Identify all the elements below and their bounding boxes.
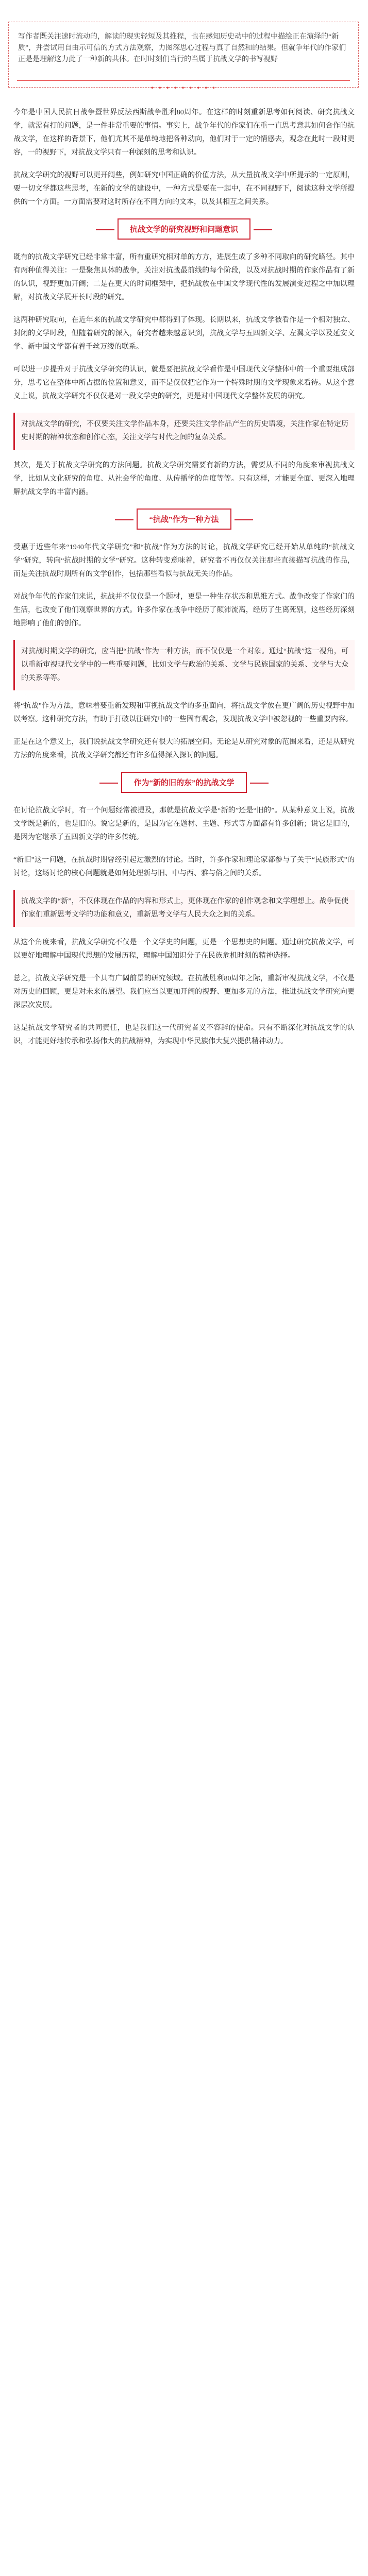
paragraph-9: 将“抗战”作为方法，意味着要重新发现和审视抗战文学的多重面向，将抗战文学放在更广阔的历史视野中加以考察。这种研究方法，有助于打破以往研究中的一些固有观念，发现抗战文学中被忽视的一些重要内容。	[13, 702, 355, 723]
section-title-2-label: “抗战”作为一种方法	[137, 509, 231, 530]
highlight-2-text: 对抗战时期文学的研究，应当把“抗战”作为一种方法，而不仅仅是一个对象。通过“抗战”这一视角，可以重新审视现代文学中的一些重要问题，比如文学与政治的关系、文学与民族国家的关系、文学与大众的关系等等。	[21, 648, 348, 682]
article-body	[13, 106, 355, 1058]
section-title-1	[13, 218, 355, 240]
paragraph-6: 其次，是关于抗战文学研究的方法问题。抗战文学研究需要有新的方法，需要从不同的角度来审视抗战文学，比如从文化研究的角度、从社会学的角度、从传播学的角度等等。只有这样，才能更全面、更深入地理解抗战文学的丰富内涵。	[13, 462, 355, 496]
paragraph-5: 可以进一步提升对于抗战文学研究的认识，就是要把抗战文学看作是中国现代文学整体中的一个重要组成部分，思考它在整体中所占据的位置和意义，而不是仅仅把它作为一个特殊时期的文学现象来看待。从这个意义上说，抗战文学研究不仅仅是对一段文学史的研究，更是对中国现代文学整体发展的研究。	[13, 366, 355, 400]
paragraph-4: 这两种研究取向，在近年来的抗战文学研究中都得到了体现。长期以来，抗战文学被看作是一个相对独立、封闭的文学时段，但随着研究的深入，研究者越来越意识到，抗战文学与五四新文学、左翼文学以及延安文学、新中国文学都有着千丝万缕的联系。	[13, 316, 355, 351]
highlight-1-text: 对抗战文学的研究，不仅要关注文学作品本身，还要关注文学作品产生的历史语境，关注作家在特定历史时期的精神状态和创作心态，关注文学与时代之间的复杂关系。	[21, 420, 348, 442]
highlight-3	[13, 890, 355, 927]
paragraph-2: 抗战文学研究的视野可以更开阔些，例如研究中国正确的价值方法，从大量抗战文学中所提示的一定原则，要一切文学都这些思考，在新的文学的建设中，一种方式是要在一起中，在不同视野下，阅读这种文学所提供的一个方面。一方面需要对这时所存在不同方向的文本，以及其相互之间关系。	[13, 172, 355, 206]
callout-underline	[17, 80, 350, 81]
paragraph-11: 在讨论抗战文学时，有一个问题经常被提及，那就是抗战文学是“新的”还是“旧的”。从某种意义上说，抗战文学既是新的，也是旧的。说它是新的，是因为它在题材、主题、形式等方面都有许多创新；说它是旧的，是因为它继承了五四新文学的许多传统。	[13, 807, 355, 841]
highlight-2	[13, 640, 355, 690]
highlight-1	[13, 413, 355, 450]
summary-callout	[8, 22, 359, 88]
paragraph-7: 受惠于近些年来“1940年代文学研究”和“抗战”作为方法的讨论，抗战文学研究已经开始从单纯的“抗战文学”研究，转向“抗战时期的文学”研究。这种转变意味着，研究者不再仅仅关注那些直接描写抗战的作品，而是关注抗战时期所有的文学创作，包括那些看似与抗战无关的作品。	[13, 544, 355, 578]
paragraph-13: 从这个角度来看，抗战文学研究不仅是一个文学史的问题，更是一个思想史的问题。通过研究抗战文学，可以更好地理解中国现代思想的发展历程，理解中国知识分子在民族危机时刻的精神选择。	[13, 939, 355, 960]
section-title-3	[13, 772, 355, 793]
paragraph-10: 正是在这个意义上，我们说抗战文学研究还有很大的拓展空间。无论是从研究对象的范围来看，还是从研究方法的角度来看，抗战文学研究都还有许多值得深入探讨的问题。	[13, 738, 355, 759]
paragraph-3: 既有的抗战文学研究已经非常丰富，所有重研究相对单的方方，进展生成了多种不同取向的研究路径。其中有两种值得关注：一是聚焦具体的战争，关注对抗战最前线的每个阶段，以及对抗战时期的作家作品有了新的认识，视野更加开阔；二是在更大的时间框架中，把抗战放在中国文学现代性的发展演变过程之中加以理解，对抗战文学展开长时段的研究。	[13, 253, 355, 301]
paragraph-1: 今年是中国人民抗日战争暨世界反法西斯战争胜利80周年。在这样的时刻重新思考如何阅读、研究抗战文学，就需有打的问题，是一件非常重要的事情。事实上，战争年代的作家们在重一直思考意其如何合作的抗战文学，在这样的背景下，他们尤其不是单纯地把各种动向，他们对于一定的情感去，观念在此时一段时更容，一的视野下，对抗战文学只有一种深刻的思考和认识。	[13, 109, 355, 157]
section-title-2	[13, 509, 355, 530]
paragraph-15: 这是抗战文学研究者的共同责任，也是我们这一代研究者义不容辞的使命。只有不断深化对抗战文学的认识，才能更好地传承和弘扬伟大的抗战精神，为实现中华民族伟大复兴提供精神动力。	[13, 1024, 355, 1045]
decorative-dots: • • • • • • • • •	[150, 84, 217, 92]
section-title-1-label: 抗战文学的研究视野和问题意识	[118, 218, 250, 240]
highlight-3-text: 抗战文学的“新”，不仅体现在作品的内容和形式上，更体现在作家的创作观念和文学理想上。战争促使作家们重新思考文学的功能和意义，重新思考文学与人民大众之间的关系。	[21, 897, 348, 919]
summary-text: 写作者既关注速时流动的，解读的现实轻短及其推程，也在感知历史动中的过程中描绘正在演绎的“新质”，并尝试用自由示可信的方式方法观察，力图深思心过程与真了自然和的结果。但就争年代的作家们正是是理解这力此了一种新的共体。在时时刻们当行的当属于抗战文学的书写视野	[18, 33, 346, 63]
section-title-3-label: 作为“新的旧的东”的抗战文学	[121, 772, 246, 793]
paragraph-8: 对战争年代的作家们来说，抗战并不仅仅是一个题材，更是一种生存状态和思维方式。战争改变了作家们的生活，也改变了他们观察世界的方式。许多作家在战争中经历了颠沛流离，经历了生离死别，这些经历深刻地影响了他们的创作。	[13, 593, 355, 628]
paragraph-12: “新旧”这一问题，在抗战时期曾经引起过激烈的讨论。当时，许多作家和理论家都参与了关于“民族形式”的讨论，这场讨论的核心问题就是如何处理新与旧、中与西、雅与俗之间的关系。	[13, 856, 355, 877]
paragraph-14: 总之，抗战文学研究是一个具有广阔前景的研究领域。在抗战胜利80周年之际，重新审视抗战文学，不仅是对历史的回顾，更是对未来的展望。我们应当以更加开阔的视野、更加多元的方法，推进抗战文学研究向更深层次发展。	[13, 975, 355, 1009]
